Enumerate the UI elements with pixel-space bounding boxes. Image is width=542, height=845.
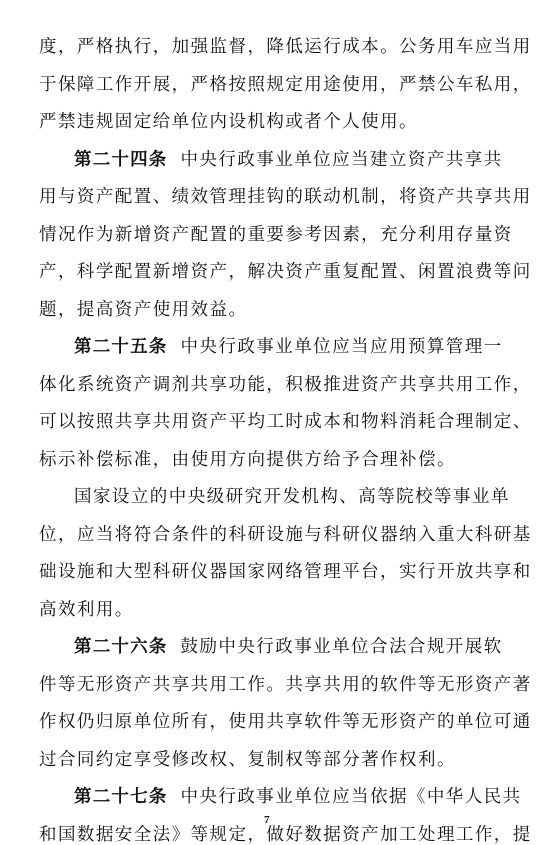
body-line-2: 于保障工作开展，严格按照规定用途使用，严禁公车私用， bbox=[39, 75, 532, 95]
body-line-15: 础设施和大型科研仪器国家网络管理平台，实行开放共享和 bbox=[39, 562, 532, 582]
article-24-line: 第二十四条 中央行政事业单位应当建立资产共享共 bbox=[74, 150, 503, 170]
body-line-3: 严禁违规固定给单位内设机构或者个人使用。 bbox=[39, 112, 418, 132]
body-line-10: 体化系统资产调剂共享功能，积极推进资产共享共用工作， bbox=[39, 375, 532, 395]
body-line-1: 度，严格执行，加强监督，降低运行成本。公务用车应当用 bbox=[39, 37, 532, 57]
body-line-8: 题，提高资产使用效益。 bbox=[39, 300, 248, 320]
page-number: 7 bbox=[264, 814, 270, 826]
paragraph-indent-line: 国家设立的中央级研究开发机构、高等院校等事业单 bbox=[74, 487, 510, 507]
body-line-22: 和国数据安全法》等规定，做好数据资产加工处理工作，提 bbox=[39, 825, 532, 845]
body-line-16: 高效利用。 bbox=[39, 600, 134, 620]
body-line-7: 产，科学配置新增资产，解决资产重复配置、闲置浪费等问 bbox=[39, 262, 532, 282]
body-line-18: 件等无形资产共享共用工作。共享共用的软件等无形资产著 bbox=[39, 675, 532, 695]
body-line-12: 标示补偿标准，由使用方向提供方给予合理补偿。 bbox=[39, 450, 456, 470]
body-line-5: 用与资产配置、绩效管理挂钩的联动机制，将资产共享共用 bbox=[39, 187, 532, 207]
body-line-14: 位，应当将符合条件的科研设施与科研仪器纳入重大科研基 bbox=[39, 525, 532, 545]
article-number: 第二十六条 bbox=[74, 637, 168, 657]
article-25-line: 第二十五条 中央行政事业单位应当应用预算管理一 bbox=[74, 337, 503, 357]
article-number: 第二十四条 bbox=[74, 150, 168, 170]
body-line-11: 可以按照共享共用资产平均工时成本和物料消耗合理制定、 bbox=[39, 412, 532, 432]
article-27-line: 第二十七条 中央行政事业单位应当依据《中华人民共 bbox=[74, 787, 522, 807]
body-line-19: 作权仍归原单位所有，使用共享软件等无形资产的单位可通 bbox=[39, 712, 532, 732]
article-26-line: 第二十六条 鼓励中央行政事业单位合法合规开展软 bbox=[74, 637, 503, 657]
body-line-20: 过合同约定享受修改权、复制权等部分著作权利。 bbox=[39, 750, 456, 770]
article-number: 第二十五条 bbox=[74, 337, 168, 357]
body-line-6: 情况作为新增资产配置的重要参考因素，充分利用存量资 bbox=[39, 225, 513, 245]
article-number: 第二十七条 bbox=[74, 787, 168, 807]
